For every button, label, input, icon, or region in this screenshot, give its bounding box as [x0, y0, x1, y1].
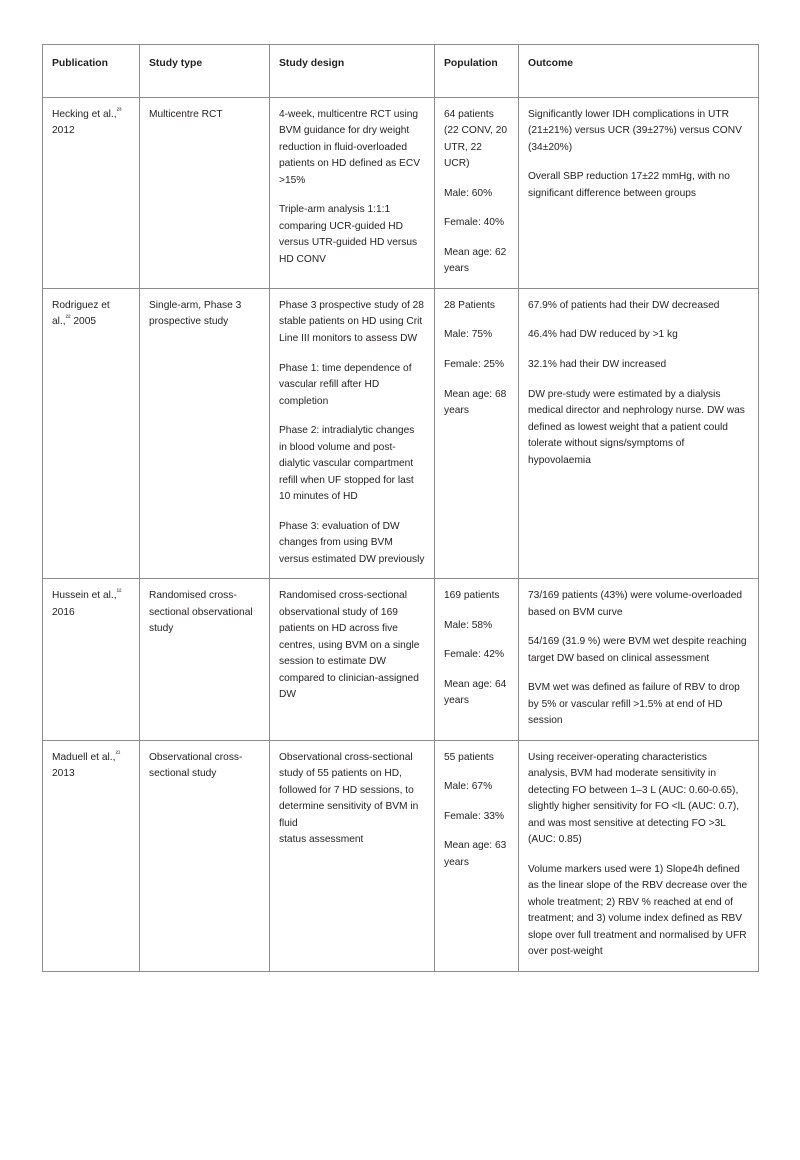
- table-row: [43, 288, 759, 578]
- reference-marker: ¹²: [116, 586, 122, 596]
- cell-study-type: [140, 97, 270, 288]
- reference-marker: ²²: [65, 313, 71, 323]
- cell-study-type: [140, 740, 270, 971]
- cell-paragraph: Mean age: 62 years: [444, 246, 507, 275]
- cell-paragraph: Male: 60%: [444, 187, 493, 199]
- cell-paragraph: Rodriguez et al.,$^{^{22}}$ 2005: [52, 299, 110, 328]
- cell-paragraph: Maduell et al.,$^{^{21}}$ 2013: [52, 748, 121, 780]
- column-header-study-design: Study design: [270, 45, 435, 98]
- cell-paragraph: Mean age: 63 years: [444, 840, 507, 868]
- study-summary-table: [42, 44, 759, 972]
- cell-paragraph: 67.9% of patients had their DW decreased: [528, 299, 720, 311]
- cell-paragraph: Male: 67%: [444, 781, 493, 793]
- cell-paragraph: Female: 40%: [444, 217, 505, 229]
- table-header: [43, 45, 759, 98]
- cell-paragraph: Observational cross-sectional study of 55 patients on HD, followed for 7 HD sessions, to determine sensitivity of BVM in fluid status assessment: [279, 751, 419, 846]
- reference-marker: ²¹: [115, 748, 121, 758]
- cell-study-type: [140, 579, 270, 741]
- cell-paragraph: 64 patients (22 CONV, 20 UTR, 22 UCR): [444, 108, 508, 170]
- cell-paragraph: Single-arm, Phase 3 prospective study: [149, 299, 242, 328]
- cell-paragraph: Phase 3: evaluation of DW changes from using BVM versus estimated DW previously: [279, 520, 425, 565]
- cell-paragraph: 73/169 patients (43%) were volume-overloaded based on BVM curve: [528, 590, 743, 618]
- cell-population: [435, 97, 519, 288]
- cell-paragraph: Female: 25%: [444, 359, 505, 370]
- cell-paragraph: Randomised cross-sectional observational study of 169 patients on HD across five centres, using BVM on a single session to estimate DW compared to clinician-assigned DW: [279, 590, 420, 701]
- cell-paragraph: Mean age: 68 years: [444, 388, 507, 417]
- table-row: [43, 97, 759, 288]
- cell-population: [435, 579, 519, 741]
- cell-paragraph: Overall SBP reduction 17±22 mmHg, with no significant difference between groups: [528, 171, 730, 199]
- cell-paragraph: 169 patients: [444, 590, 500, 602]
- cell-publication: [43, 288, 140, 578]
- table-body: [43, 97, 759, 971]
- column-header-population: Population: [435, 45, 519, 98]
- cell-paragraph: Female: 42%: [444, 649, 505, 661]
- cell-outcome: [519, 740, 759, 971]
- cell-paragraph: 54/169 (31.9 %) were BVM wet despite reaching target DW based on clinical assessment: [528, 636, 747, 664]
- table-row: [43, 579, 759, 741]
- cell-paragraph: 55 patients: [444, 751, 494, 763]
- cell-publication: [43, 97, 140, 288]
- cell-paragraph: Male: 58%: [444, 619, 493, 631]
- cell-paragraph: Randomised cross-sectional observational study: [149, 590, 253, 635]
- cell-paragraph: Phase 2: intradialytic changes in blood volume and post-dialytic vascular compartment refill when UF stopped for last 10 minutes of HD: [279, 425, 415, 503]
- cell-publication: [43, 740, 140, 971]
- cell-paragraph: Using receiver-operating characteristics analysis, BVM had moderate sensitivity in detecting FO between 1–3 L (AUC: 0.60-0.65), slightly higher sensitivity for FO <lL (AUC: 0.7), and was most sensitive at detecting FO >3L (AUC: 0.85): [528, 751, 740, 846]
- reference-marker: ²³: [116, 105, 122, 115]
- cell-study-design: [270, 97, 435, 288]
- cell-paragraph: BVM wet was defined as failure of RBV to drop by 5% or vascular refill >1.5% at end of HD session: [528, 682, 740, 727]
- cell-study-type: [140, 288, 270, 578]
- cell-paragraph: Hecking et al.,$^{^{23}}$ 2012: [52, 105, 122, 137]
- cell-publication: [43, 579, 140, 741]
- cell-paragraph: Volume markers used were 1) Slope4h defined as the linear slope of the RBV decrease over the whole treatment; 2) RBV % reached at end of treatment; and 3) volume index defined as RBV slope over full treatment and normalised by UFR over post-weight: [528, 863, 748, 958]
- cell-paragraph: 4-week, multicentre RCT using BVM guidance for dry weight reduction in fluid-overloaded patients on HD defined as ECV >15%: [279, 108, 421, 186]
- cell-study-design: [270, 579, 435, 741]
- cell-paragraph: Observational cross-sectional study: [149, 751, 243, 780]
- cell-paragraph: Triple-arm analysis 1:1:1 comparing UCR-guided HD versus UTR-guided HD versus HD CONV: [279, 204, 418, 265]
- cell-paragraph: Hussein et al.,$^{^{12}}$ 2016: [52, 586, 122, 618]
- cell-paragraph: 32.1% had their DW increased: [528, 359, 667, 370]
- column-header-publication: Publication: [43, 45, 140, 98]
- cell-study-design: [270, 288, 435, 578]
- table-header-row: [43, 45, 759, 98]
- column-header-study-type: Study type: [140, 45, 270, 98]
- cell-paragraph: Phase 3 prospective study of 28 stable patients on HD using Crit Line III monitors to assess DW: [279, 299, 424, 344]
- cell-paragraph: 46.4% had DW reduced by >1 kg: [528, 329, 678, 341]
- cell-outcome: [519, 288, 759, 578]
- cell-paragraph: 28 Patients: [444, 299, 495, 311]
- column-header-outcome: Outcome: [519, 45, 759, 98]
- cell-paragraph: Multicentre RCT: [149, 108, 223, 120]
- cell-population: [435, 288, 519, 578]
- cell-paragraph: Male: 75%: [444, 329, 493, 341]
- cell-paragraph: DW pre-study were estimated by a dialysis medical director and nephrology nurse. DW was defined as lowest weight that a patient could tolerate without signs/symptoms of hypovolaemia: [528, 388, 745, 466]
- cell-paragraph: Female: 33%: [444, 810, 505, 822]
- cell-outcome: [519, 97, 759, 288]
- cell-study-design: [270, 740, 435, 971]
- cell-outcome: [519, 579, 759, 741]
- cell-paragraph: Significantly lower IDH complications in UTR (21±21%) versus UCR (39±27%) versus CONV (34±20%): [528, 108, 742, 153]
- table-row: [43, 740, 759, 971]
- cell-population: [435, 740, 519, 971]
- cell-paragraph: Phase 1: time dependence of vascular refill after HD completion: [279, 362, 412, 407]
- cell-paragraph: Mean age: 64 years: [444, 678, 507, 707]
